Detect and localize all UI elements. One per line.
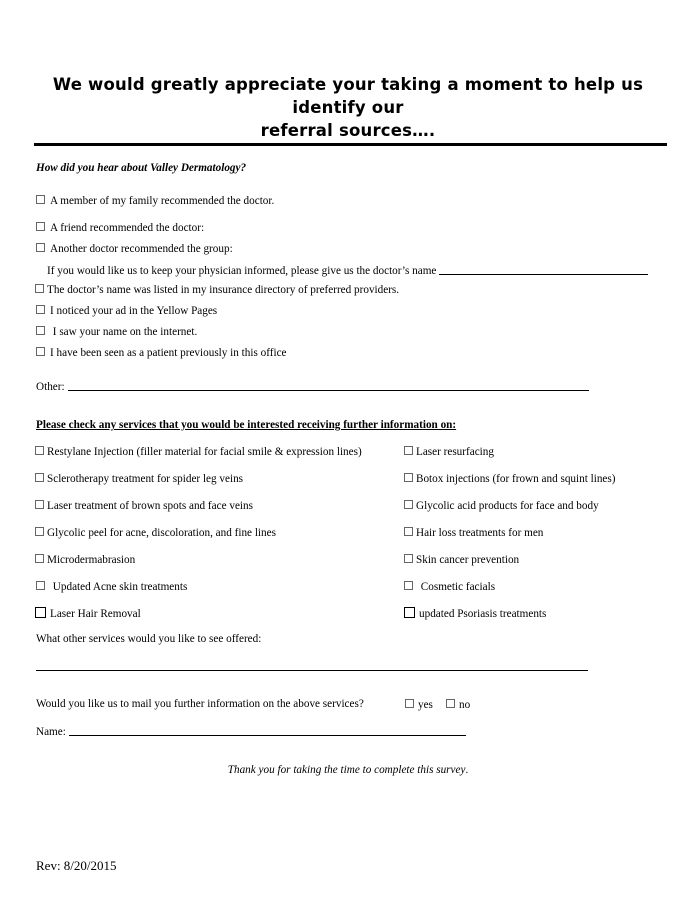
checkbox-icon[interactable] [36, 581, 45, 590]
checkbox-icon[interactable] [36, 347, 45, 356]
service-label: Laser treatment of brown spots and face veins [47, 500, 253, 512]
referral-option-doctor[interactable] [36, 243, 233, 255]
service-label: Glycolic acid products for face and body [416, 500, 599, 512]
yes-label: yes [418, 699, 433, 711]
service-label: Hair loss treatments for men [416, 527, 544, 539]
checkbox-icon[interactable] [35, 284, 44, 293]
services-header: Please check any services that you would be interested receiving further information on: [36, 419, 457, 431]
service-left-4[interactable] [35, 527, 276, 539]
service-right-2[interactable] [404, 473, 615, 485]
checkbox-icon[interactable] [446, 699, 455, 708]
checkbox-icon[interactable] [35, 554, 44, 563]
checkbox-icon[interactable] [404, 554, 413, 563]
option-label: Another doctor recommended the group: [50, 243, 233, 255]
service-left-5[interactable] [35, 554, 135, 566]
referral-option-internet[interactable] [36, 326, 197, 338]
service-label: Microdermabrasion [47, 554, 136, 566]
service-label: Cosmetic facials [418, 581, 496, 593]
service-right-5[interactable] [404, 554, 519, 566]
name-label: Name: [36, 726, 66, 738]
referral-option-insurance[interactable] [35, 284, 399, 296]
thank-you-note [0, 764, 696, 776]
checkbox-icon[interactable] [36, 305, 45, 314]
checkbox-icon[interactable] [404, 581, 413, 590]
title-divider [34, 143, 667, 146]
referral-option-previous-patient[interactable] [36, 347, 287, 359]
service-right-7[interactable] [404, 607, 546, 620]
other-row [36, 380, 589, 393]
service-right-3[interactable] [404, 500, 599, 512]
service-label: Laser Hair Removal [50, 608, 141, 620]
thank-you-text: Thank you for taking the time to complete this survey [227, 764, 466, 776]
service-left-6[interactable] [36, 581, 187, 593]
other-services-field[interactable] [36, 670, 588, 671]
thank-you-period: . [465, 764, 469, 776]
mail-yes-option[interactable] [405, 699, 433, 711]
service-left-2[interactable] [35, 473, 243, 485]
checkbox-icon[interactable] [36, 326, 45, 335]
checkbox-icon[interactable] [404, 500, 413, 509]
checkbox-icon[interactable] [35, 446, 44, 455]
service-right-1[interactable] [404, 446, 494, 458]
option-label: I saw your name on the internet. [50, 326, 198, 338]
checkbox-icon[interactable] [404, 607, 415, 618]
referral-question: How did you hear about Valley Dermatology? [36, 162, 247, 174]
revision-date: Rev: 8/20/2015 [36, 858, 117, 873]
mail-question: Would you like us to mail you further information on the above services? [36, 698, 364, 710]
physician-name-field[interactable] [439, 264, 648, 275]
service-left-7[interactable] [35, 607, 141, 620]
option-label: A member of my family recommended the doctor. [50, 195, 275, 207]
checkbox-icon[interactable] [36, 243, 45, 252]
physician-name-row [47, 264, 648, 277]
service-label: Updated Acne skin treatments [50, 581, 188, 593]
checkbox-icon[interactable] [35, 527, 44, 536]
checkbox-icon[interactable] [35, 473, 44, 482]
service-right-6[interactable] [404, 581, 495, 593]
other-services-prompt: What other services would you like to see offered: [36, 633, 262, 645]
checkbox-icon[interactable] [36, 222, 45, 231]
page-title [20, 73, 676, 142]
service-label: Botox injections (for frown and squint lines) [416, 473, 616, 485]
service-right-4[interactable] [404, 527, 543, 539]
mail-no-option[interactable] [446, 699, 470, 711]
name-field[interactable] [69, 725, 466, 736]
other-field[interactable] [68, 380, 589, 391]
other-label: Other: [36, 381, 65, 393]
service-label: Glycolic peel for acne, discoloration, and fine lines [47, 527, 276, 539]
no-label: no [459, 699, 471, 711]
service-left-1[interactable] [35, 446, 362, 458]
option-label: I noticed your ad in the Yellow Pages [50, 305, 218, 317]
checkbox-icon[interactable] [404, 446, 413, 455]
checkbox-icon[interactable] [36, 195, 45, 204]
service-label: Restylane Injection (filler material for facial smile & expression lines) [47, 446, 362, 458]
service-left-3[interactable] [35, 500, 253, 512]
service-label: updated Psoriasis treatments [419, 608, 547, 620]
referral-option-yellow-pages[interactable] [36, 305, 217, 317]
checkbox-icon[interactable] [405, 699, 414, 708]
referral-option-family[interactable] [36, 195, 274, 207]
option-label: I have been seen as a patient previously in this office [50, 347, 287, 359]
option-label: The doctor’s name was listed in my insurance directory of preferred providers. [47, 284, 400, 296]
referral-option-friend[interactable] [36, 222, 204, 234]
physician-name-prompt: If you would like us to keep your physician informed, please give us the doctor’s name [47, 265, 437, 277]
option-label: A friend recommended the doctor: [50, 222, 205, 234]
checkbox-icon[interactable] [404, 473, 413, 482]
title-line-1: We would greatly appreciate your taking a moment to help us identify our [52, 75, 644, 117]
service-label: Sclerotherapy treatment for spider leg veins [47, 473, 244, 485]
checkbox-icon[interactable] [35, 500, 44, 509]
checkbox-icon[interactable] [404, 527, 413, 536]
service-label: Skin cancer prevention [416, 554, 520, 566]
service-label: Laser resurfacing [416, 446, 494, 458]
name-row [36, 725, 466, 738]
checkbox-icon[interactable] [35, 607, 46, 618]
title-line-2: referral sources…. [260, 121, 436, 140]
